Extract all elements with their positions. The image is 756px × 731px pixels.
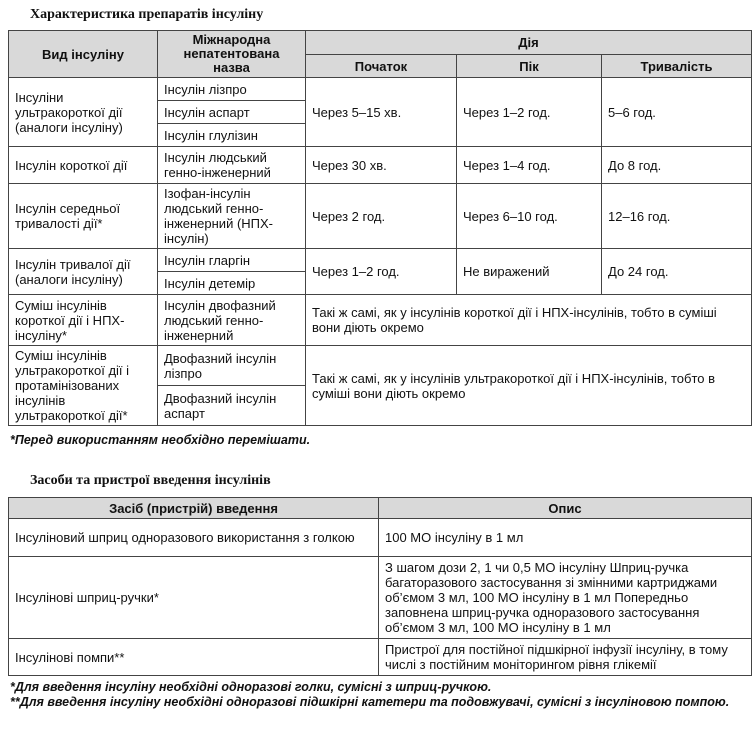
cell-name: Ізофан-інсулін людський генно-інженерний (НПХ-інсулін) — [158, 184, 306, 249]
table1-footnote: *Перед використанням необхідно перемішати. — [10, 433, 311, 447]
table-row — [9, 184, 752, 249]
cell-duration: До 8 год. — [602, 147, 752, 184]
col-header-action: Дія — [306, 31, 752, 55]
cell-name: Інсулін людський генно-інженерний — [158, 147, 306, 184]
col-header-desc: Опис — [379, 498, 752, 519]
cell-duration: 5–6 год. — [602, 78, 752, 147]
table-row — [9, 78, 752, 101]
table-row — [9, 639, 752, 676]
table-row — [9, 295, 752, 346]
table-row — [9, 147, 752, 184]
table-row — [9, 557, 752, 639]
cell-type: Інсулін короткої дії — [9, 147, 158, 184]
cell-onset: Через 2 год. — [306, 184, 457, 249]
cell-peak: Через 1–2 год. — [457, 78, 602, 147]
col-header-device: Засіб (пристрій) введення — [9, 498, 379, 519]
table-row — [9, 346, 752, 386]
cell-name: Двофазний інсулін аспарт — [158, 386, 306, 426]
cell-duration: 12–16 год. — [602, 184, 752, 249]
col-header-onset: Початок — [306, 55, 457, 78]
insulin-characteristics-table — [8, 30, 752, 426]
table2-title: Засоби та пристрої введення інсулінів — [30, 473, 271, 488]
cell-device: Інсуліновий шприц одноразового використання з голкою — [9, 519, 379, 557]
cell-peak: Через 1–4 год. — [457, 147, 602, 184]
table-row — [9, 519, 752, 557]
table2-footnote-1: *Для введення інсуліну необхідні одноразові голки, сумісні з шприц-ручкою. — [10, 680, 492, 694]
cell-type: Інсуліни ультракороткої дії (аналоги інсуліну) — [9, 78, 158, 147]
cell-onset: Через 30 хв. — [306, 147, 457, 184]
cell-onset: Через 5–15 хв. — [306, 78, 457, 147]
col-header-peak: Пік — [457, 55, 602, 78]
col-header-name: Міжнародна непатентована назва — [158, 31, 306, 78]
cell-name: Інсулін гларгін — [158, 249, 306, 272]
cell-name: Інсулін детемір — [158, 272, 306, 295]
cell-peak: Через 6–10 год. — [457, 184, 602, 249]
cell-name: Інсулін двофазний людський генно-інженерний — [158, 295, 306, 346]
cell-action-merged: Такі ж самі, як у інсулінів ультракороткої дії і НПХ-інсулінів, тобто в суміші вони діють окремо — [306, 346, 752, 426]
cell-action-merged: Такі ж самі, як у інсулінів короткої дії і НПХ-інсулінів, тобто в суміші вони діють окремо — [306, 295, 752, 346]
cell-name: Двофазний інсулін лізпро — [158, 346, 306, 386]
cell-device: Інсулінові шприц-ручки* — [9, 557, 379, 639]
col-header-type: Вид інсуліну — [9, 31, 158, 78]
cell-type: Суміш інсулінів короткої дії і НПХ-інсуліну* — [9, 295, 158, 346]
cell-duration: До 24 год. — [602, 249, 752, 295]
cell-type: Суміш інсулінів ультракороткої дії і протамінізованих інсулінів ультракороткої дії* — [9, 346, 158, 426]
cell-type: Інсулін середньої тривалості дії* — [9, 184, 158, 249]
cell-peak: Не виражений — [457, 249, 602, 295]
insulin-devices-table — [8, 497, 752, 676]
cell-onset: Через 1–2 год. — [306, 249, 457, 295]
cell-name: Інсулін глулізин — [158, 124, 306, 147]
cell-name: Інсулін лізпро — [158, 78, 306, 101]
cell-desc: З шагом дози 2, 1 чи 0,5 МО інсуліну Шприц-ручка багаторазового застосування зі змінними картриджами об’ємом 3 мл, 100 МО інсуліну в 1 мл Попередньо заповнена шприц-ручка одноразового застосування об’ємом 3 мл, 100 МО інсуліну в 1 мл — [379, 557, 752, 639]
cell-desc: 100 МО інсуліну в 1 мл — [379, 519, 752, 557]
cell-desc: Пристрої для постійної підшкірної інфузії інсуліну, в тому числі з постійним моніторингом рівня глікемії — [379, 639, 752, 676]
table-row — [9, 249, 752, 272]
cell-name: Інсулін аспарт — [158, 101, 306, 124]
table1-title: Характеристика препаратів інсуліну — [30, 7, 264, 22]
cell-type: Інсулін тривалої дії (аналоги інсуліну) — [9, 249, 158, 295]
table2-footnote-2: **Для введення інсуліну необхідні одноразові підшкірні катетери та подовжувачі, сумісні з інсуліновою помпою. — [10, 695, 730, 709]
col-header-duration: Тривалість — [602, 55, 752, 78]
cell-device: Інсулінові помпи** — [9, 639, 379, 676]
